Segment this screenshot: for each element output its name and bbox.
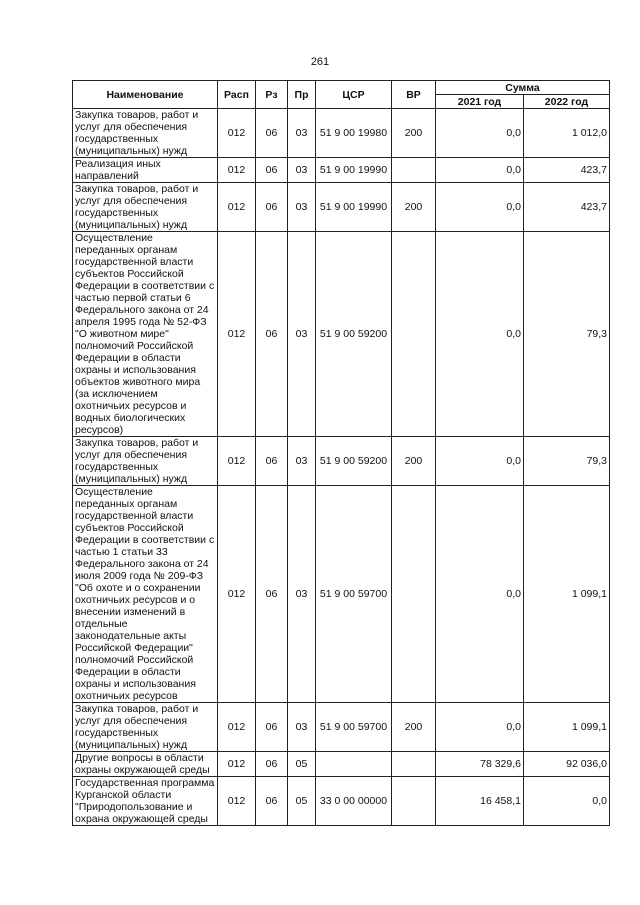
- row-pr: 03: [288, 183, 316, 232]
- row-rz: 06: [256, 109, 288, 158]
- row-csr: 51 9 00 59700: [316, 486, 392, 703]
- row-rasp: 012: [218, 232, 256, 437]
- header-pr: Пр: [288, 81, 316, 109]
- row-sum-2022: 423,7: [524, 158, 610, 183]
- row-name: Реализация иных направлений: [73, 158, 218, 183]
- row-rasp: 012: [218, 109, 256, 158]
- header-name: Наименование: [73, 81, 218, 109]
- header-year-2021: 2021 год: [436, 95, 524, 109]
- row-sum-2022: 79,3: [524, 437, 610, 486]
- row-sum-2022: 1 099,1: [524, 703, 610, 752]
- row-rz: 06: [256, 486, 288, 703]
- row-vr: [392, 486, 436, 703]
- row-sum-2021: 0,0: [436, 232, 524, 437]
- row-name: Закупка товаров, работ и услуг для обеспечения государственных (муниципальных) нужд: [73, 109, 218, 158]
- row-rasp: 012: [218, 158, 256, 183]
- row-rz: 06: [256, 777, 288, 826]
- row-pr: 03: [288, 703, 316, 752]
- row-vr: [392, 777, 436, 826]
- row-rasp: 012: [218, 183, 256, 232]
- row-csr: [316, 752, 392, 777]
- page-number: 261: [310, 56, 330, 68]
- row-rz: 06: [256, 232, 288, 437]
- row-rz: 06: [256, 158, 288, 183]
- row-pr: 03: [288, 486, 316, 703]
- row-name: Другие вопросы в области охраны окружающей среды: [73, 752, 218, 777]
- header-rz: Рз: [256, 81, 288, 109]
- row-sum-2022: 92 036,0: [524, 752, 610, 777]
- row-csr: 51 9 00 59200: [316, 232, 392, 437]
- row-pr: 03: [288, 158, 316, 183]
- row-sum-2021: 0,0: [436, 158, 524, 183]
- row-vr: 200: [392, 437, 436, 486]
- row-sum-2022: 79,3: [524, 232, 610, 437]
- row-sum-2021: 0,0: [436, 486, 524, 703]
- row-name: Осуществление переданных органам государственной власти субъектов Российской Федерации в соответствии с частью 1 статьи 33 Федерального закона от 24 июля 2009 года № 209-ФЗ "Об охоте и о сохранении охотничьих ресурсов и о внесении изменений в отдельные законодательные акты Российской Федерации" полномочий Российской Федерации в области охраны и использования охотничьих ресурсов: [73, 486, 218, 703]
- row-csr: 33 0 00 00000: [316, 777, 392, 826]
- budget-table: [72, 80, 610, 826]
- row-vr: [392, 232, 436, 437]
- row-sum-2021: 16 458,1: [436, 777, 524, 826]
- row-pr: 03: [288, 437, 316, 486]
- row-rz: 06: [256, 752, 288, 777]
- row-vr: 200: [392, 703, 436, 752]
- table-row: [73, 777, 610, 826]
- row-rz: 06: [256, 703, 288, 752]
- row-name: Государственная программа Курганской области "Природопользование и охрана окружающей среды: [73, 777, 218, 826]
- row-vr: 200: [392, 183, 436, 232]
- table-row: [73, 183, 610, 232]
- row-name: Осуществление переданных органам государственной власти субъектов Российской Федерации в соответствии с частью первой статьи 6 Федерального закона от 24 апреля 1995 года № 52-ФЗ "О животном мире" полномочий Российской Федерации в области охраны и использования объектов животного мира (за исключением охотничьих ресурсов и водных биологических ресурсов): [73, 232, 218, 437]
- row-sum-2021: 0,0: [436, 183, 524, 232]
- table-row: [73, 437, 610, 486]
- header-rasp: Расп: [218, 81, 256, 109]
- row-sum-2021: 0,0: [436, 109, 524, 158]
- row-sum-2021: 0,0: [436, 703, 524, 752]
- row-rz: 06: [256, 183, 288, 232]
- row-rasp: 012: [218, 752, 256, 777]
- row-rasp: 012: [218, 437, 256, 486]
- row-rasp: 012: [218, 486, 256, 703]
- table-row: [73, 703, 610, 752]
- row-rasp: 012: [218, 777, 256, 826]
- row-name: Закупка товаров, работ и услуг для обеспечения государственных (муниципальных) нужд: [73, 183, 218, 232]
- table-row: [73, 158, 610, 183]
- row-sum-2021: 0,0: [436, 437, 524, 486]
- row-sum-2022: 1 012,0: [524, 109, 610, 158]
- row-csr: 51 9 00 59200: [316, 437, 392, 486]
- row-sum-2022: 0,0: [524, 777, 610, 826]
- row-sum-2022: 1 099,1: [524, 486, 610, 703]
- row-rasp: 012: [218, 703, 256, 752]
- row-csr: 51 9 00 19990: [316, 158, 392, 183]
- row-pr: 05: [288, 752, 316, 777]
- row-vr: [392, 158, 436, 183]
- header-vr: ВР: [392, 81, 436, 109]
- header-year-2022: 2022 год: [524, 95, 610, 109]
- row-sum-2022: 423,7: [524, 183, 610, 232]
- row-vr: [392, 752, 436, 777]
- header-sum: Сумма: [436, 81, 610, 95]
- table-row: [73, 232, 610, 437]
- table-row: [73, 486, 610, 703]
- row-name: Закупка товаров, работ и услуг для обеспечения государственных (муниципальных) нужд: [73, 437, 218, 486]
- row-rz: 06: [256, 437, 288, 486]
- row-vr: 200: [392, 109, 436, 158]
- table-row: [73, 752, 610, 777]
- row-pr: 03: [288, 109, 316, 158]
- row-name: Закупка товаров, работ и услуг для обеспечения государственных (муниципальных) нужд: [73, 703, 218, 752]
- row-csr: 51 9 00 19980: [316, 109, 392, 158]
- row-csr: 51 9 00 59700: [316, 703, 392, 752]
- row-sum-2021: 78 329,6: [436, 752, 524, 777]
- header-csr: ЦСР: [316, 81, 392, 109]
- row-pr: 05: [288, 777, 316, 826]
- row-pr: 03: [288, 232, 316, 437]
- table-row: [73, 109, 610, 158]
- row-csr: 51 9 00 19990: [316, 183, 392, 232]
